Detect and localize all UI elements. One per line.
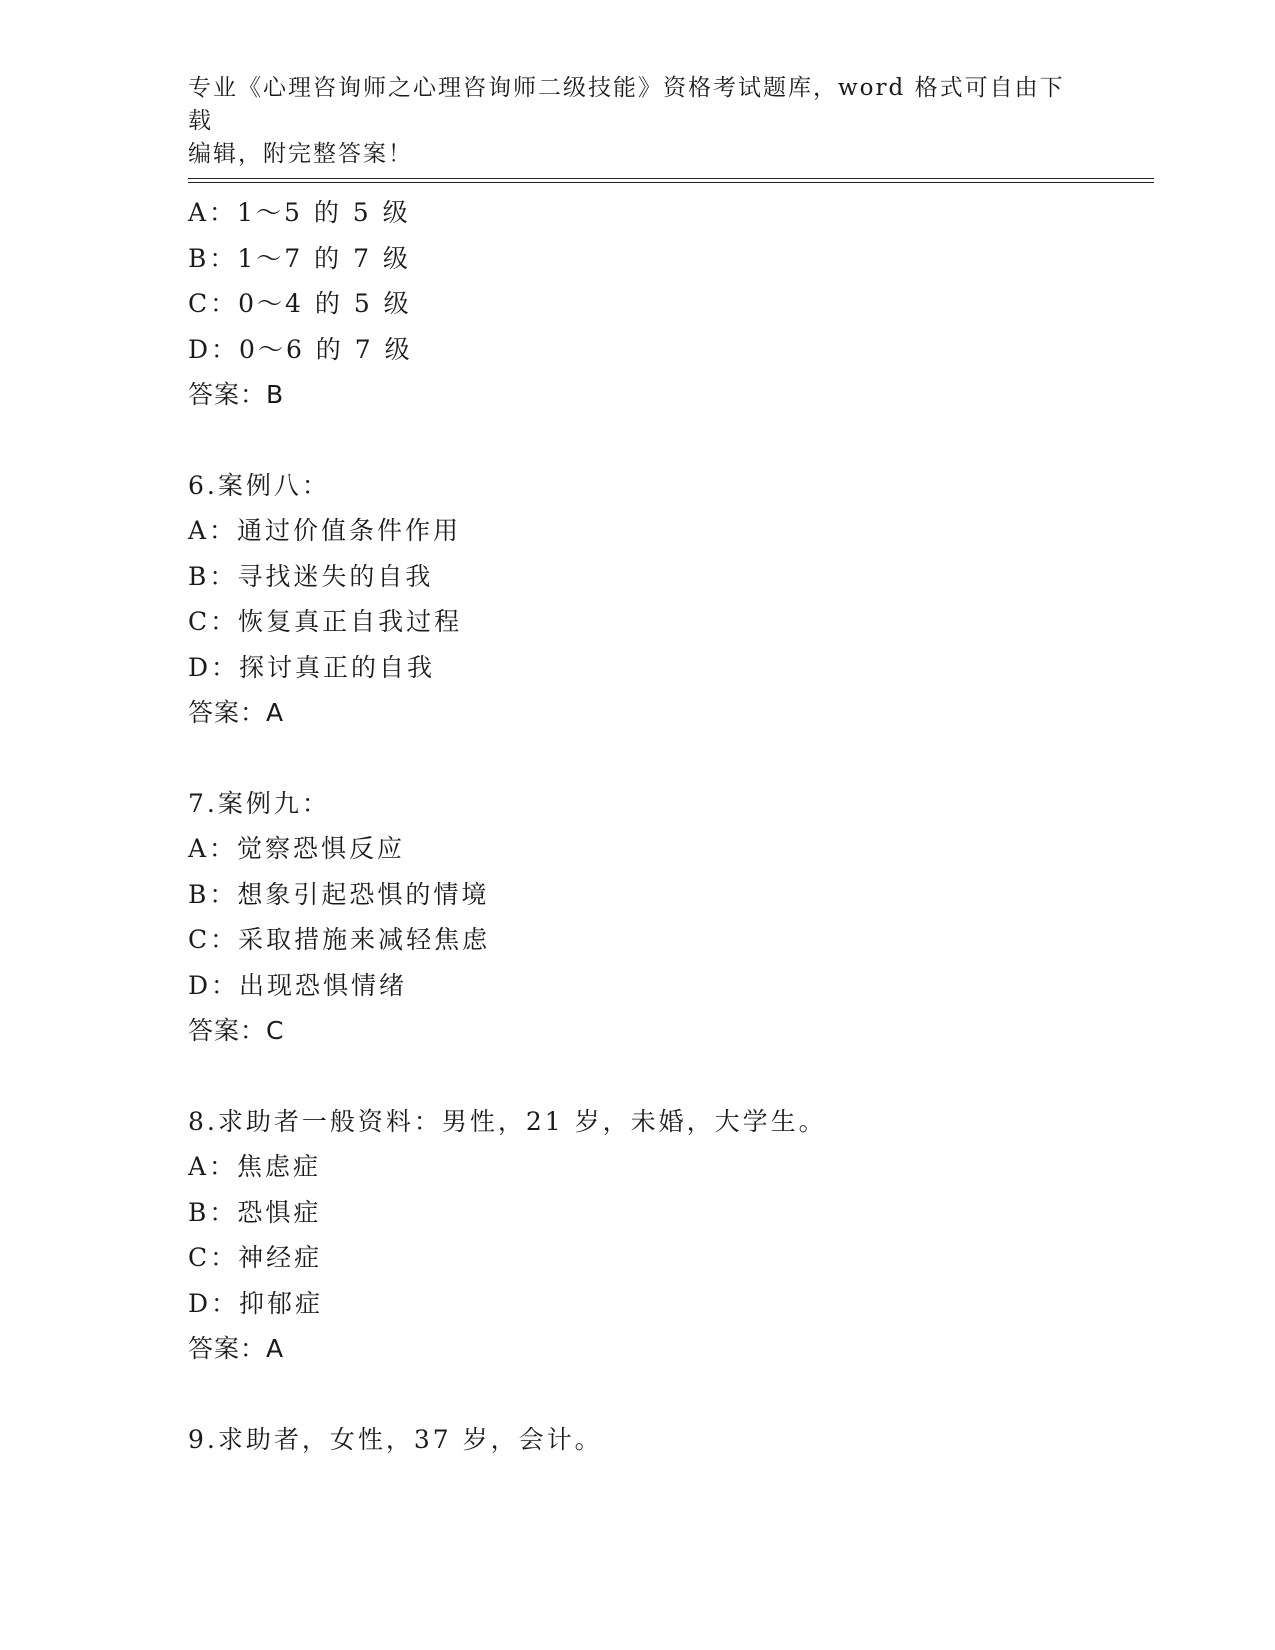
block-spacer: [188, 418, 1148, 463]
option-b: B：寻找迷失的自我: [188, 561, 434, 591]
question-text: 7.案例九：: [188, 788, 330, 818]
question-list: [188, 190, 1148, 1462]
option-a: A：通过价值条件作用: [188, 516, 462, 545]
option-a: A：1～5 的 5 级: [188, 198, 411, 227]
block-spacer: [188, 736, 1148, 781]
option-c: C：神经症: [188, 1243, 323, 1272]
option-b: B：想象引起恐惧的情境: [188, 879, 490, 909]
question-text: 9.求助者，女性，37 岁，会计。: [188, 1424, 603, 1454]
question-block-6: [188, 463, 1148, 736]
option-d: D：0～6 的 7 级: [188, 334, 413, 364]
option-d: D：抑郁症: [188, 1288, 324, 1318]
option-b: B：恐惧症: [188, 1197, 322, 1227]
header-line-2: 编辑，附完整答案！: [188, 141, 413, 167]
option-d: D：出现恐惧情绪: [188, 970, 408, 1000]
question-text: 8.求助者一般资料：男性，21 岁，未婚，大学生。: [188, 1106, 827, 1136]
header-line-1: 专业《心理咨询师之心理咨询师二级技能》资格考试题库，word 格式可自由下载: [188, 75, 1065, 134]
block-spacer: [188, 1372, 1148, 1417]
answer-line: 答案：B: [188, 380, 285, 409]
question-block-5: [188, 190, 1148, 418]
option-c: C：0～4 的 5 级: [188, 289, 412, 318]
question-block-9: [188, 1417, 1148, 1463]
answer-line: 答案：C: [188, 1016, 285, 1045]
header-divider-top: [188, 178, 1154, 179]
option-a: A：觉察恐惧反应: [188, 834, 406, 863]
question-block-7: [188, 781, 1148, 1054]
answer-line: 答案：A: [188, 698, 285, 727]
header-divider-bottom: [188, 182, 1154, 183]
option-a: A：焦虑症: [188, 1152, 322, 1181]
block-spacer: [188, 1054, 1148, 1099]
option-c: C：采取措施来减轻焦虑: [188, 925, 491, 954]
document-header: [188, 72, 1088, 171]
option-b: B：1～7 的 7 级: [188, 243, 411, 273]
option-c: C：恢复真正自我过程: [188, 607, 463, 636]
question-text: 6.案例八：: [188, 470, 330, 500]
answer-line: 答案：A: [188, 1334, 285, 1363]
question-block-8: [188, 1099, 1148, 1372]
option-d: D：探讨真正的自我: [188, 652, 436, 682]
